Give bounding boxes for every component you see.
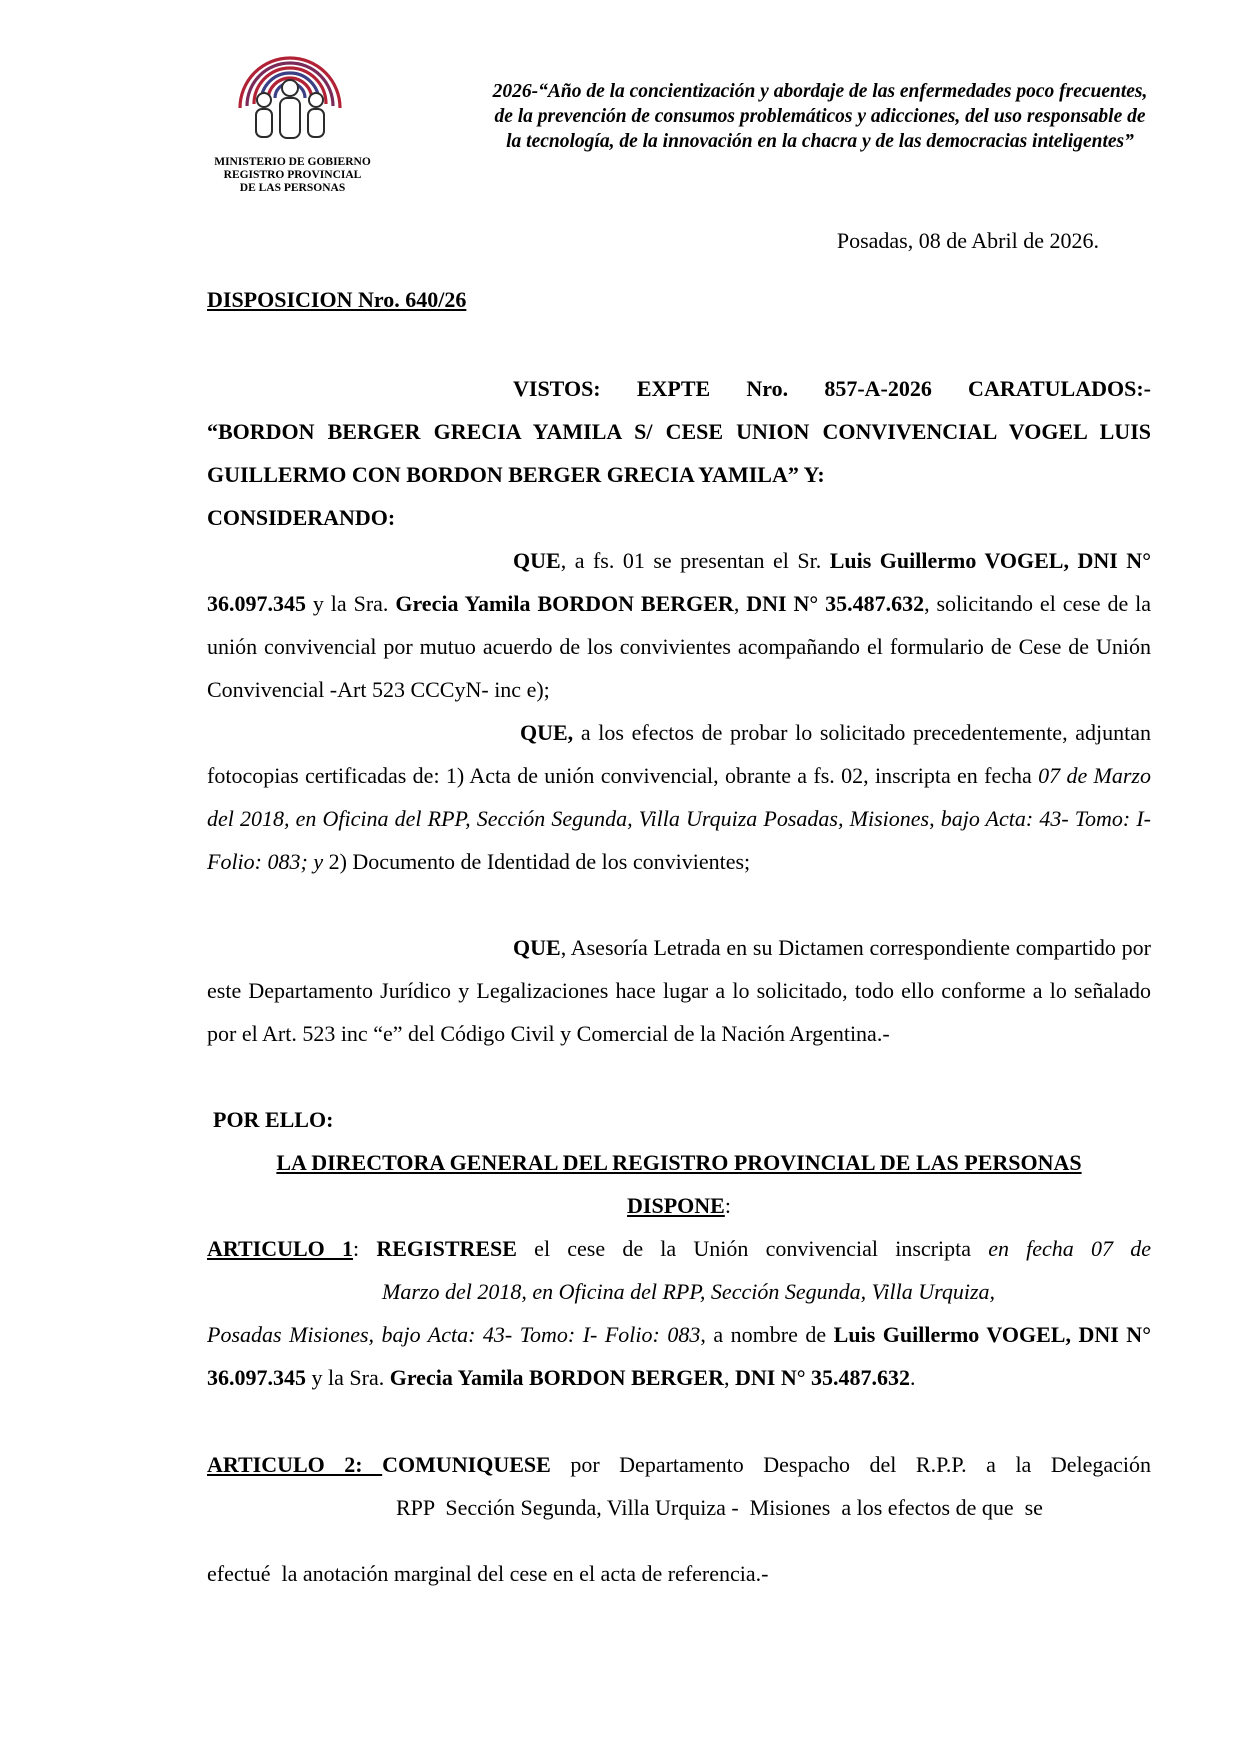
year-motto: 2026-“Año de la concientización y abordaje de las enfermedades poco frecuentes, de la prevención de consumos problemáticos y adicciones, del uso responsable de la tecnología, de la innovación en la chacra y de las democracias inteligentes” [492, 81, 1148, 152]
document-date: Posadas, 08 de Abril de 2026. [836, 228, 1099, 253]
que-paragraph-2: QUE, a los efectos de probar lo solicitado precedentemente, adjuntan fotocopias certificadas de: 1) Acta de unión convivencial, obrante a fs. 02, inscripta en fecha 07 de Marzo del 2018, en Oficina del RPP, Sección Segunda, Villa Urquiza Posadas, Misiones, bajo Acta: 43- Tomo: I- Folio: 083; y 2) Documento de Identidad de los convivientes; [207, 720, 1151, 874]
disposition-title: DISPOSICION Nro. 640/26 [207, 287, 467, 312]
por-ello: POR ELLO: [213, 1107, 334, 1132]
act-reference: 07 de Marzo del 2018, en Oficina del RPP, Sección Segunda, Villa Urquiza Posadas, Misiones, bajo Acta: 43- Tomo: I- Folio: 083; y [207, 763, 1151, 874]
que-paragraph-3: QUE, Asesoría Letrada en su Dictamen correspondiente compartido por este Departamento Jurídico y Legalizaciones hace lugar a lo solicitado, todo ello conforme a lo señalado por el Art. 523 inc “e” del Código Civil y Comercial de la Nación Argentina.- [207, 935, 1151, 1046]
article-2-verb: COMUNIQUESE [382, 1452, 551, 1477]
ministry-block [200, 156, 385, 195]
person-1: Luis Guillermo VOGEL, DNI N° 36.097.345 [207, 548, 1151, 616]
article-1-verb: REGISTRESE [376, 1236, 517, 1261]
caratula: “BORDON BERGER GRECIA YAMILA S/ CESE UNION CONVIVENCIAL VOGEL LUIS GUILLERMO CON BORDON BERGER GRECIA YAMILA” Y: [207, 419, 1151, 487]
vistos-line: VISTOS: EXPTE Nro. 857-A-2026 CARATULADOS:- [513, 376, 1151, 401]
dispone-heading: DISPONE [627, 1193, 725, 1218]
article-1-label: ARTICULO 1 [207, 1236, 354, 1261]
person-1: Luis Guillermo VOGEL, DNI N° 36.097.345 [207, 1322, 1151, 1390]
person-2-dni: DNI N° 35.487.632 [746, 591, 925, 616]
vistos-section [207, 367, 1151, 539]
registro-logo [230, 30, 350, 148]
considerando-heading: CONSIDERANDO: [207, 505, 396, 530]
article-1: ARTICULO 1: REGISTRESE el cese de la Unión convivencial inscripta en fecha 07 de Marzo del 2018, en Oficina del RPP, Sección Segunda, Villa Urquiza, Posadas Misiones, bajo Acta: 43- Tomo: I- Folio: 083, a nombre de Luis Guillermo VOGEL, DNI N° 36.097.345 y la Sra. Grecia Yamila BORDON BERGER, DNI N° 35.487.632. [207, 1236, 1151, 1390]
ministry-line: MINISTERIO DE GOBIERNO [214, 156, 371, 168]
ministry-line: REGISTRO PROVINCIAL [223, 169, 362, 181]
article-2: ARTICULO 2: COMUNIQUESE por Departamento Despacho del R.P.P. a la Delegación RPP Sección Segunda, Villa Urquiza - Misiones a los efectos de que se efectué la anotación marginal del cese en el acta de referencia.- [207, 1452, 1152, 1586]
person-2: Grecia Yamila BORDON BERGER [395, 591, 734, 616]
que-keyword: QUE [513, 548, 561, 573]
article-2-label: ARTICULO 2: [207, 1452, 383, 1477]
person-2-dni: DNI N° 35.487.632 [734, 1365, 911, 1390]
resolution-heading: POR ELLO: LA DIRECTORA GENERAL DEL REGISTRO PROVINCIAL DE LAS PERSONAS DISPONE: [207, 1098, 1151, 1227]
person-2: Grecia Yamila BORDON BERGER [389, 1365, 724, 1390]
ministry-line: DE LAS PERSONAS [239, 182, 346, 194]
que-paragraph-1: QUE, a fs. 01 se presentan el Sr. Luis Guillermo VOGEL, DNI N° 36.097.345 y la Sra. Grecia Yamila BORDON BERGER, DNI N° 35.487.632, solicitando el cese de la unión convivencial por mutuo acuerdo de los convivientes acompañando el formulario de Cese de Unión Convivencial -Art 523 CCCyN- inc e); [207, 548, 1152, 702]
directora-heading: LA DIRECTORA GENERAL DEL REGISTRO PROVINCIAL DE LAS PERSONAS [276, 1150, 1082, 1175]
que-keyword: QUE [513, 935, 561, 960]
que-keyword: QUE, [520, 720, 574, 745]
